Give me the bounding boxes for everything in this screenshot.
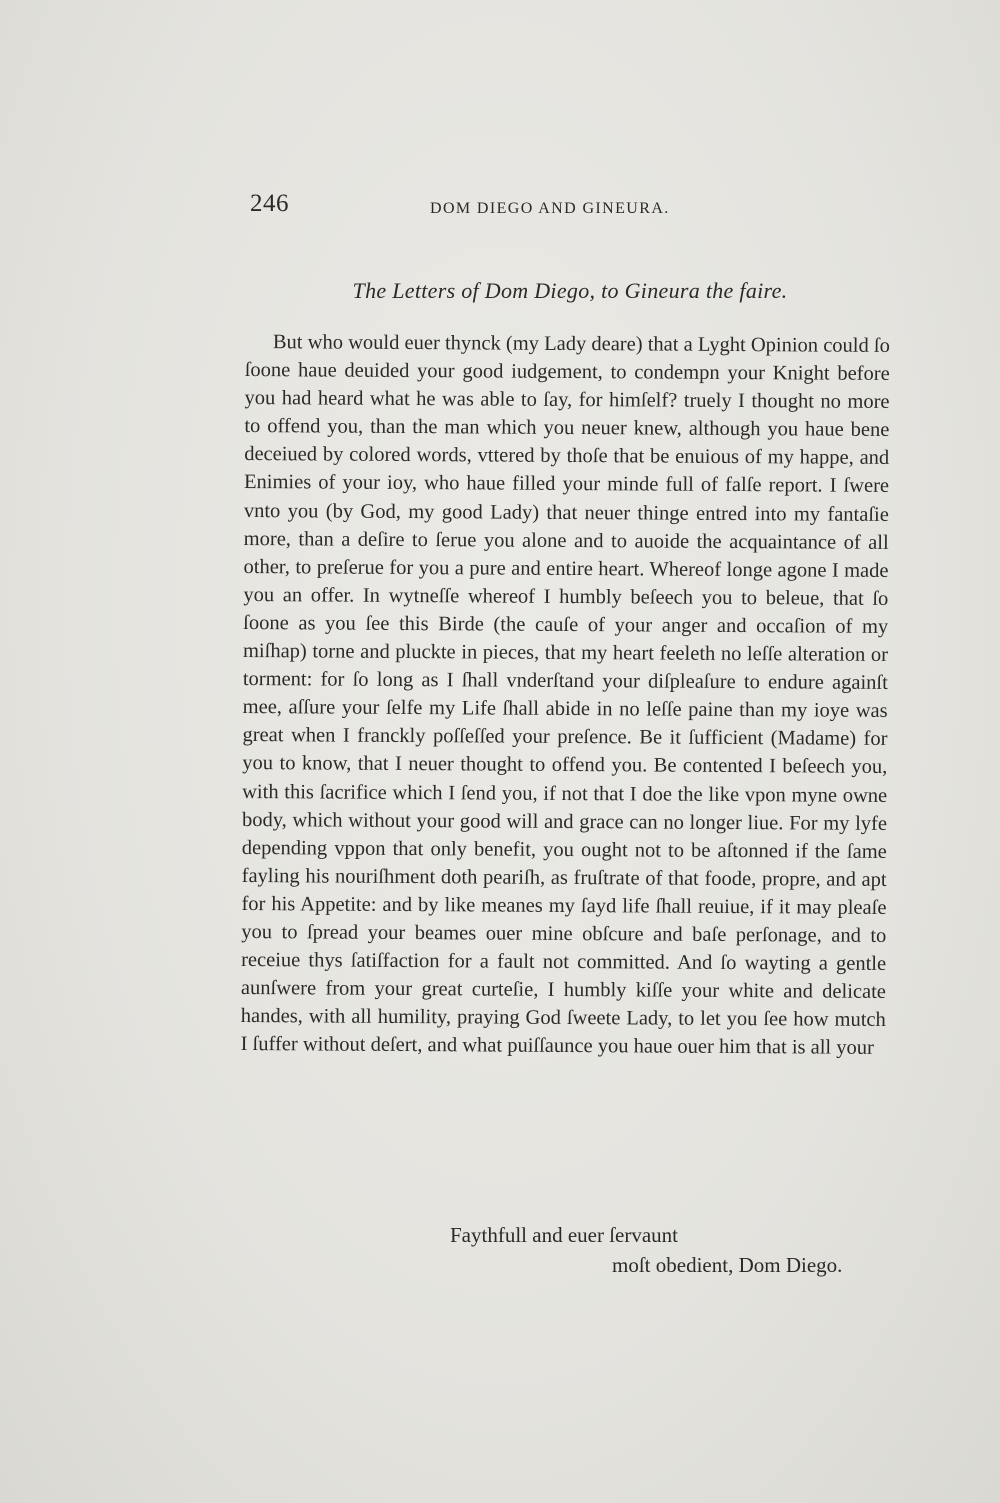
running-head: DOM DIEGO AND GINEURA. [430, 200, 670, 217]
letter-closing [450, 1220, 842, 1280]
letter-title: The Letters of Dom Diego, to Gineura the faire. [352, 278, 788, 303]
page-number: 246 [250, 190, 289, 217]
closing-line-2: moſt obedient, Dom Diego. [612, 1253, 843, 1277]
closing-line-1: Faythfull and euer ſervaunt [450, 1223, 679, 1247]
letter-body: But who would euer thynck (my Lady deare) that a Lyght Opinion could ſo ſoone haue deuided your good iudgement, to condempn your Knight before you had heard what he was able to ſay, for himſelf? truely I thought no more to offend you, than the man which you neuer knew, although you haue bene deceiued by colored words, vttered by thoſe that be enuious of my happe, and Enimies of your ioy, who haue filled your minde full of falſe report. I ſwere vnto you (by God, my good Lady) that neuer thinge entred into my fantaſie more, than a deſire to ſerue you alone and to auoide the acquaintance of all other, to preſerue for you a pure and entire heart. Whereof longe agone I made you an offer. In wytneſſe whereof I humbly beſeech you to beleue, that ſo ſoone as you ſee this Birde (the cauſe of your anger and occaſion of my miſhap) torne and pluckte in pieces, that my heart feeleth no leſſe alteration or torment: for ſo long as I ſhall vnderſtand your diſpleaſure to endure againſt mee, aſſure your ſelfe my Life ſhall abide in no leſſe paine than my ioye was great when I franckly poſſeſſed your preſence. Be it ſufficient (Madame) for you to know, that I neuer thought to offend you. Be contented I beſeech you, with this ſacrifice which I ſend you, if not that I doe the like vpon myne owne body, which without your good will and grace can no longer liue. For my lyfe depending vppon that only benefit, you ought not to be aſtonned if the ſame fayling his nouriſhment doth peariſh, as fruſtrate of that foode, propre, and apt for his Appetite: and by like meanes my ſayd life ſhall reuiue, if it may pleaſe you to ſpread your beames ouer mine obſcure and baſe perſonage, and to receiue thys ſatiſfaction for a fault not committed. And ſo wayting a gentle aunſwere from your great curteſie, I humbly kiſſe your white and delicate handes, with all humility, praying God ſweete Lady, to let you ſee how mutch I ſuffer without deſert, and what puiſſaunce you haue ouer him that is all your [240, 331, 890, 1060]
page-header [250, 190, 890, 230]
